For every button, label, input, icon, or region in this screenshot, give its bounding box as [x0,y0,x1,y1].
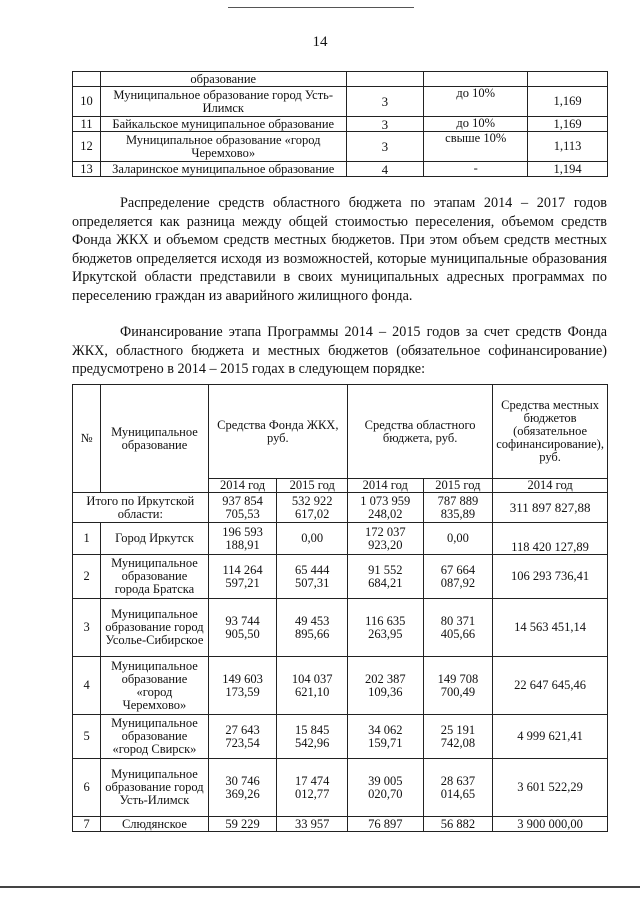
bottom-rule [0,886,640,888]
row-number: 11 [73,117,101,132]
regional-2015: 149 708 700,49 [423,657,493,715]
table-row [73,599,608,657]
category [346,72,424,87]
fund-2014: 59 229 [208,817,277,832]
row-number: 4 [73,657,101,715]
table-row [73,759,608,817]
local-2014: 3 900 000,00 [493,817,608,832]
header-fund: Средства Фонда ЖКХ, руб. [208,385,347,479]
share-range: - [424,162,528,177]
row-number: 2 [73,555,101,599]
row-number: 6 [73,759,101,817]
row-number: 3 [73,599,101,657]
fund-2014: 196 593 188,91 [208,523,277,555]
municipality-name: Заларинское муниципальное образование [100,162,346,177]
coefficient: 1,169 [528,87,608,117]
table-row [73,817,608,832]
row-number: 10 [73,87,101,117]
local-2014: 118 420 127,89 [493,523,608,555]
table-row [73,715,608,759]
share-range [424,72,528,87]
share-range: до 10% [424,117,528,132]
share-range: свыше 10% [424,132,528,162]
coefficient: 1,169 [528,117,608,132]
share-range: до 10% [424,87,528,117]
row-number: 7 [73,817,101,832]
regional-2014: 39 005 020,70 [347,759,423,817]
fund-2015: 532 922 617,02 [277,493,348,523]
year-2015: 2015 год [423,479,493,493]
municipality-name: Муниципальное образование город Усолье-Сибирское [101,599,208,657]
regional-2015: 0,00 [423,523,493,555]
total-label: Итого по Иркутской области: [73,493,209,523]
table-row [73,117,608,132]
regional-2014: 76 897 [347,817,423,832]
municipality-name: образование [100,72,346,87]
year-2014: 2014 год [493,479,608,493]
category: 3 [346,132,424,162]
municipality-name: Муниципальное образование город Усть-Илимск [100,87,346,117]
category: 3 [346,117,424,132]
table-row [73,72,608,87]
fund-2015: 15 845 542,96 [277,715,348,759]
paragraph-financing: Финансирование этапа Программы 2014 – 2015 годов за счет средств Фонда ЖКХ, областного бюджета и местных бюджетов (обязательное софинансирование) предусмотрено в 2014 – 2015 годах в следующем порядке: [72,324,607,377]
paragraph-distribution: Распределение средств областного бюджета по этапам 2014 – 2017 годов определяется как разница между общей стоимостью переселения, объемом средств Фонда ЖКХ и объемом средств местных бюджетов. При этом объем средств местных бюджетов определяется исходя из возможностей, которые муниципальные образования Иркутской области представили в своих муниципальных адресных программах по переселению граждан из аварийного жилищного фонда. [72,195,607,304]
row-number: 12 [73,132,101,162]
table-row [73,657,608,715]
year-2014: 2014 год [208,479,277,493]
regional-2014: 172 037 923,20 [347,523,423,555]
table-row [73,132,608,162]
year-2015: 2015 год [277,479,348,493]
fund-2014: 114 264 597,21 [208,555,277,599]
municipality-name: Муниципальное образование «город Черемхово» [101,657,208,715]
page-number: 14 [312,34,328,50]
fund-2014: 93 744 905,50 [208,599,277,657]
table-row [73,87,608,117]
coefficient: 1,194 [528,162,608,177]
row-number: 1 [73,523,101,555]
regional-2015: 28 637 014,65 [423,759,493,817]
local-2014: 4 999 621,41 [493,715,608,759]
fund-2014: 149 603 173,59 [208,657,277,715]
regional-2015: 25 191 742,08 [423,715,493,759]
regional-2014: 91 552 684,21 [347,555,423,599]
coefficient-table [72,71,608,177]
fund-2015: 0,00 [277,523,348,555]
regional-2015: 67 664 087,92 [423,555,493,599]
total-row [73,493,608,523]
local-2014: 22 647 645,46 [493,657,608,715]
coefficient [528,72,608,87]
table-row [73,523,608,555]
row-number: 5 [73,715,101,759]
regional-2014: 202 387 109,36 [347,657,423,715]
fund-2014: 30 746 369,26 [208,759,277,817]
municipality-name: Слюдянское [101,817,208,832]
local-2014: 14 563 451,14 [493,599,608,657]
category: 3 [346,87,424,117]
municipality-name: Город Иркутск [101,523,208,555]
header-number: № [73,385,101,493]
regional-2014: 1 073 959 248,02 [347,493,423,523]
regional-2014: 34 062 159,71 [347,715,423,759]
municipality-name: Муниципальное образование «город Свирск» [101,715,208,759]
header-local: Средства местных бюджетов (обязательное софинансирование), руб. [493,385,608,479]
row-number [73,72,101,87]
municipality-name: Байкальское муниципальное образование [100,117,346,132]
fund-2014: 27 643 723,54 [208,715,277,759]
municipality-name: Муниципальное образование город Усть-Илимск [101,759,208,817]
regional-2015: 56 882 [423,817,493,832]
fund-2015: 17 474 012,77 [277,759,348,817]
header-municipality: Муниципальное образование [101,385,208,493]
local-2014: 3 601 522,29 [493,759,608,817]
municipality-name: Муниципальное образование «город Черемхово» [100,132,346,162]
fund-2015: 65 444 507,31 [277,555,348,599]
year-2014: 2014 год [347,479,423,493]
fund-2015: 104 037 621,10 [277,657,348,715]
category: 4 [346,162,424,177]
header-row [73,385,608,479]
table-row [73,162,608,177]
fund-2015: 49 453 895,66 [277,599,348,657]
regional-2015: 80 371 405,66 [423,599,493,657]
coefficient: 1,113 [528,132,608,162]
municipality-name: Муниципальное образование города Братска [101,555,208,599]
local-2014: 311 897 827,88 [493,493,608,523]
header-regional: Средства областного бюджета, руб. [347,385,492,479]
local-2014: 106 293 736,41 [493,555,608,599]
top-rule [228,7,414,8]
regional-2015: 787 889 835,89 [423,493,493,523]
financing-table [72,384,608,832]
row-number: 13 [73,162,101,177]
fund-2014: 937 854 705,53 [208,493,277,523]
table-row [73,555,608,599]
fund-2015: 33 957 [277,817,348,832]
regional-2014: 116 635 263,95 [347,599,423,657]
